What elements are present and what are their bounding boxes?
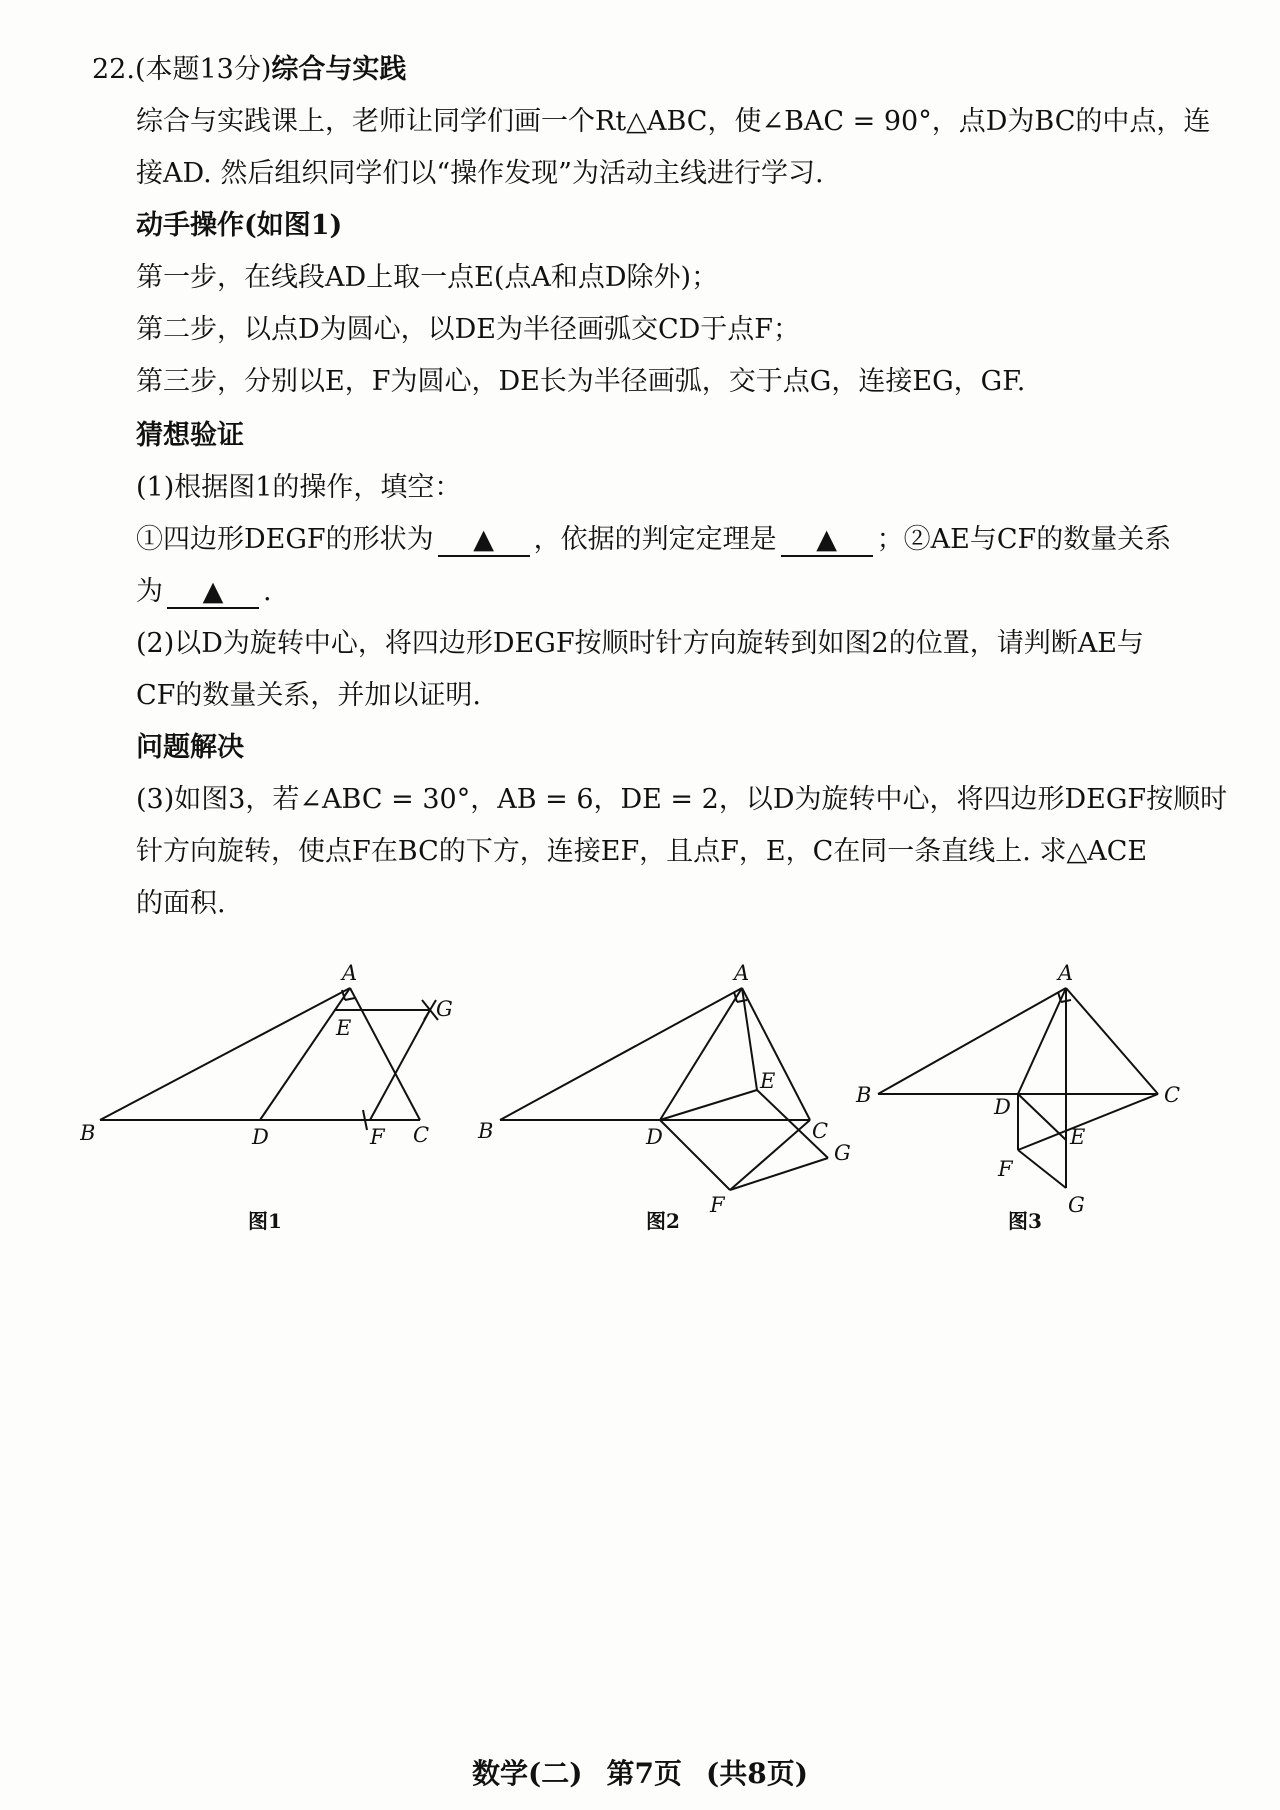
fig1-caption: 图1 bbox=[248, 1209, 282, 1233]
fig1-label-g: G bbox=[436, 997, 453, 1021]
q1-text-a: ①四边形DEGF的形状为 bbox=[136, 524, 434, 555]
fig2-label-e: E bbox=[760, 1069, 776, 1093]
operation-heading: 动手操作(如图1) bbox=[136, 210, 343, 241]
question-2-line-2: CF的数量关系，并加以证明. bbox=[136, 680, 481, 711]
conjecture-heading: 猜想验证 bbox=[136, 420, 244, 451]
fig2-label-g: G bbox=[834, 1141, 851, 1165]
figure-3-drawing bbox=[878, 988, 1158, 1188]
fig1-label-e: E bbox=[336, 1016, 352, 1040]
fig1-label-b: B bbox=[80, 1121, 96, 1145]
question-3-line-1: (3)如图3，若∠ABC = 30°，AB = 6，DE = 2，以D为旋转中心，将四边形DEGF按顺时 bbox=[136, 784, 1228, 815]
fig3-label-c: C bbox=[1164, 1083, 1181, 1107]
figure-1-drawing bbox=[100, 988, 438, 1130]
fig3-label-d: D bbox=[994, 1095, 1011, 1119]
question-2-line-1: (2)以D为旋转中心，将四边形DEGF按顺时针方向旋转到如图2的位置，请判断AE与 bbox=[136, 628, 1144, 659]
fig1-label-f: F bbox=[370, 1125, 385, 1149]
fig1-label-c: C bbox=[413, 1123, 430, 1147]
footer-page: 第7页 bbox=[606, 1757, 682, 1790]
fig2-label-c: C bbox=[812, 1119, 829, 1143]
solve-heading: 问题解决 bbox=[136, 732, 244, 763]
fig3-label-f: F bbox=[998, 1157, 1013, 1181]
question-3-line-2: 针方向旋转，使点F在BC的下方，连接EF，且点F，E，C在同一条直线上. 求△ACE bbox=[136, 836, 1148, 867]
fig2-label-b: B bbox=[478, 1119, 494, 1143]
fig2-label-f: F bbox=[710, 1193, 725, 1217]
figure-2-drawing bbox=[500, 988, 828, 1190]
q1-text-d: 为 bbox=[136, 576, 163, 607]
fig1-label-d: D bbox=[252, 1125, 269, 1149]
fig3-label-a: A bbox=[1058, 961, 1074, 985]
fig1-label-a: A bbox=[342, 961, 358, 985]
question-title: 综合与实践 bbox=[271, 54, 407, 85]
q1-text-c: ；②AE与CF的数量关系 bbox=[876, 524, 1172, 555]
question-1: (1)根据图1的操作，填空： bbox=[136, 472, 462, 503]
operation-step-3: 第三步，分别以E，F为圆心，DE长为半径画弧，交于点G，连接EG，GF. bbox=[136, 366, 1026, 397]
page-footer bbox=[0, 1752, 1280, 1792]
fig2-caption: 图2 bbox=[646, 1209, 680, 1233]
answer-blank-theorem[interactable]: ▲ bbox=[781, 525, 873, 557]
question-1-part-1 bbox=[136, 522, 1171, 558]
answer-blank-relation[interactable]: ▲ bbox=[167, 577, 259, 609]
fig3-label-e: E bbox=[1070, 1125, 1086, 1149]
q1-text-e: . bbox=[263, 576, 272, 607]
fig2-label-a: A bbox=[734, 961, 750, 985]
fig3-caption: 图3 bbox=[1008, 1209, 1042, 1233]
question-header bbox=[92, 52, 406, 88]
fig3-label-b: B bbox=[856, 1083, 872, 1107]
question-score: (本题13分) bbox=[134, 54, 272, 85]
question-1-part-2 bbox=[136, 574, 272, 610]
footer-total: (共8页) bbox=[706, 1757, 808, 1790]
question-number: 22. bbox=[92, 54, 135, 85]
intro-line-1: 综合与实践课上，老师让同学们画一个Rt△ABC，使∠BAC = 90°，点D为BC的中点，连 bbox=[136, 106, 1211, 137]
question-3-line-3: 的面积. bbox=[136, 888, 226, 919]
intro-line-2: 接AD. 然后组织同学们以“操作发现”为活动主线进行学习. bbox=[136, 158, 824, 189]
fig2-label-d: D bbox=[646, 1125, 663, 1149]
operation-step-1: 第一步，在线段AD上取一点E(点A和点D除外)； bbox=[136, 262, 719, 293]
footer-subject: 数学(二) bbox=[472, 1757, 583, 1790]
fig3-label-g: G bbox=[1068, 1193, 1085, 1217]
q1-text-b: ，依据的判定定理是 bbox=[533, 524, 777, 555]
operation-step-2: 第二步，以点D为圆心，以DE为半径画弧交CD于点F； bbox=[136, 314, 801, 345]
answer-blank-shape[interactable]: ▲ bbox=[438, 525, 530, 557]
geometry-figures bbox=[80, 950, 1200, 1250]
